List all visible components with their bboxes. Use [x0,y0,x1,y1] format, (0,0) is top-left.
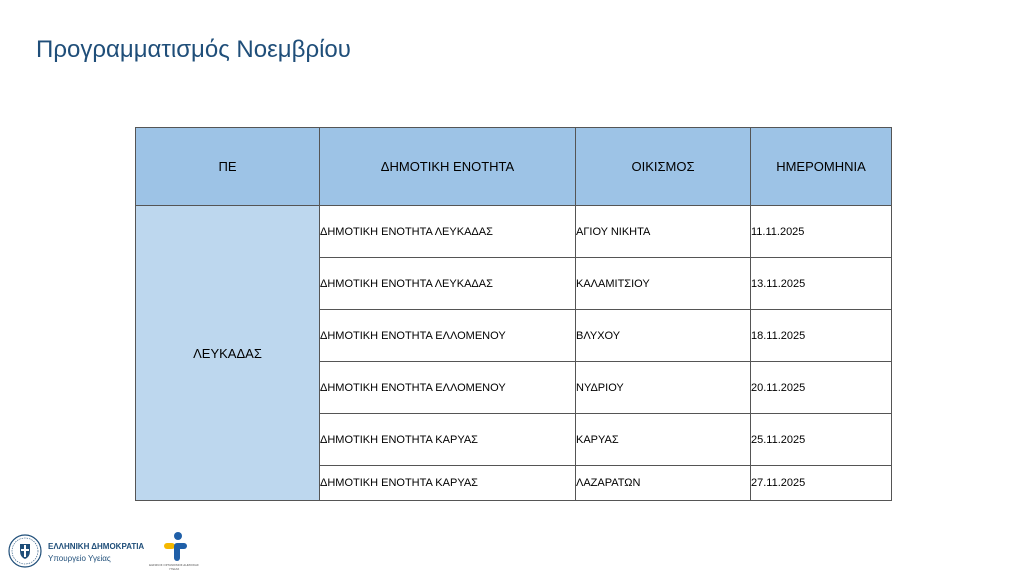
date-cell: 11.11.2025 [751,206,892,258]
date-cell: 25.11.2025 [751,414,892,466]
municipal-unit-cell: ΔΗΜΟΤΙΚΗ ΕΝΟΤΗΤΑ ΚΑΡΥΑΣ [320,414,576,466]
municipal-unit-cell: ΔΗΜΟΤΙΚΗ ΕΝΟΤΗΤΑ ΚΑΡΥΑΣ [320,466,576,501]
settlement-cell: ΝΥΔΡΙΟΥ [576,362,751,414]
date-cell: 20.11.2025 [751,362,892,414]
header-municipal-unit: ΔΗΜΟΤΙΚΗ ΕΝΟΤΗΤΑ [320,128,576,206]
header-settlement: ΟΙΚΙΣΜΟΣ [576,128,751,206]
municipal-unit-cell: ΔΗΜΟΤΙΚΗ ΕΝΟΤΗΤΑ ΛΕΥΚΑΔΑΣ [320,206,576,258]
settlement-cell: ΚΑΡΥΑΣ [576,414,751,466]
page-title: Προγραμματισμός Νοεμβρίου [36,36,351,63]
table-row [136,206,892,258]
ministry-name: Υπουργείο Υγείας [48,554,111,563]
region-cell: ΛΕΥΚΑΔΑΣ [136,206,320,501]
municipal-unit-cell: ΔΗΜΟΤΙΚΗ ΕΝΟΤΗΤΑ ΕΛΛΟΜΕΝΟΥ [320,310,576,362]
settlement-cell: ΒΛΥΧΟΥ [576,310,751,362]
eody-caption: ΕΘΝΙΚΟΣ ΟΡΓΑΝΙΣΜΟΣ ΔΗΜΟΣΙΑΣ ΥΓΕΙΑΣ [149,563,199,571]
table-header-row [136,128,892,206]
date-cell: 13.11.2025 [751,258,892,310]
settlement-cell: ΛΑΖΑΡΑΤΩΝ [576,466,751,501]
ministry-country: ΕΛΛΗΝΙΚΗ ΔΗΜΟΚΡΑΤΙΑ [48,542,145,551]
footer-logos [8,531,208,571]
municipal-unit-cell: ΔΗΜΟΤΙΚΗ ΕΝΟΤΗΤΑ ΕΛΛΟΜΕΝΟΥ [320,362,576,414]
header-date: ΗΜΕΡΟΜΗΝΙΑ [751,128,892,206]
settlement-cell: ΑΓΙΟΥ ΝΙΚΗΤΑ [576,206,751,258]
schedule-table [135,127,892,501]
header-pe: ΠΕ [136,128,320,206]
greek-republic-emblem-icon [8,534,42,568]
ministry-label [48,541,144,565]
date-cell: 27.11.2025 [751,466,892,501]
settlement-cell: ΚΑΛΑΜΙΤΣΙΟΥ [576,258,751,310]
municipal-unit-cell: ΔΗΜΟΤΙΚΗ ΕΝΟΤΗΤΑ ΛΕΥΚΑΔΑΣ [320,258,576,310]
date-cell: 18.11.2025 [751,310,892,362]
